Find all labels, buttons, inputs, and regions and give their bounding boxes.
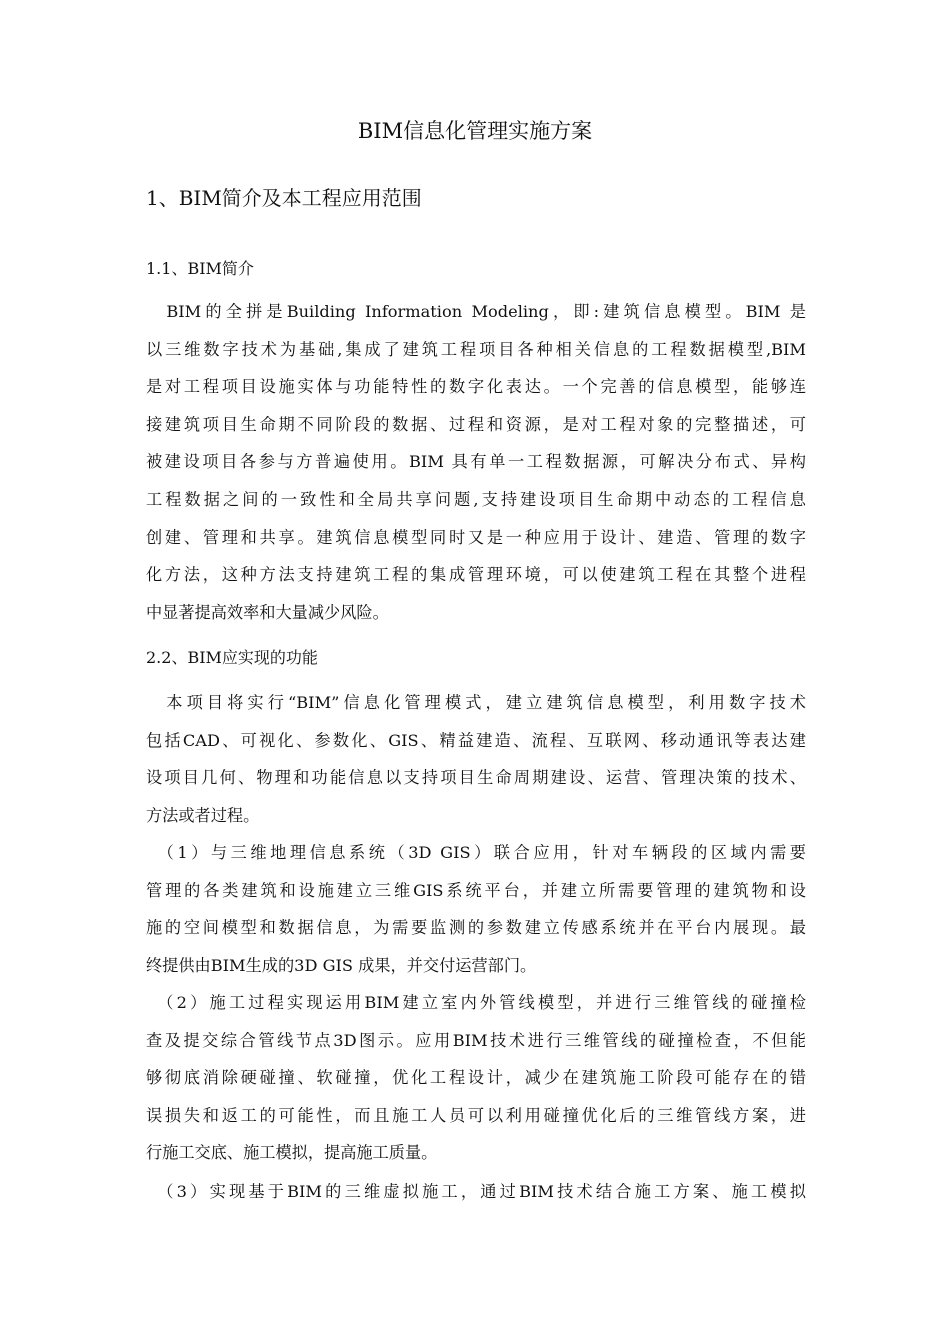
paragraph-line: 方法或者过程。 <box>146 805 260 825</box>
section-heading-bim-intro-scope: 1、BIM简介及本工程应用范围 <box>146 186 422 210</box>
paragraph-item-3-virtual-construction <box>146 1173 806 1211</box>
paragraph-line: 化方法，这种方法支持建筑工程的集成管理环境，可以使建筑工程在其整个进程 <box>146 565 806 585</box>
paragraph-line: 包括CAD、可视化、参数化、GIS、精益建造、流程、互联网、移动通讯等表达建 <box>146 730 806 750</box>
document-title: BIM信息化管理实施方案 <box>357 119 593 143</box>
paragraph-line: 本项目将实行“BIM”信息化管理模式，建立建筑信息模型，利用数字技术 <box>146 693 806 712</box>
paragraph-line: 设项目几何、物理和功能信息以支持项目生命周期建设、运营、管理决策的技术、 <box>146 768 806 788</box>
paragraph-line: 施的空间模型和数据信息，为需要监测的参数建立传感系统并在平台内展现。最 <box>146 918 806 938</box>
paragraph-line: 被建设项目各参与方普遍使用。BIM 具有单一工程数据源，可解决分布式、异构 <box>146 452 806 472</box>
paragraph-item-2-pipeline <box>146 984 806 1172</box>
paragraph-line: 终提供由BIM生成的3D GIS 成果，并交付运营部门。 <box>146 955 537 975</box>
paragraph-line: 以三维数字技术为基础,集成了建筑工程项目各种相关信息的工程数据模型,BIM <box>146 339 806 359</box>
paragraph-line: 管理的各类建筑和设施建立三维GIS系统平台，并建立所需要管理的建筑物和设 <box>146 880 806 900</box>
paragraph-line: （1）与三维地理信息系统（3D GIS）联合应用，针对车辆段的区域内需要 <box>146 843 806 862</box>
paragraph-bim-definition <box>146 293 806 631</box>
paragraph-line: 中显著提高效率和大量减少风险。 <box>146 602 389 622</box>
paragraph-item-1-gis <box>146 834 806 984</box>
paragraph-line: 是对工程项目设施实体与功能特性的数字化表达。一个完善的信息模型，能够连 <box>146 377 806 397</box>
paragraph-project-mode <box>146 684 806 834</box>
paragraph-line: 查及提交综合管线节点3D图示。应用BIM技术进行三维管线的碰撞检查，不但能 <box>146 1030 806 1050</box>
paragraph-line: 行施工交底、施工模拟，提高施工质量。 <box>146 1143 438 1163</box>
paragraph-line: 创建、管理和共享。建筑信息模型同时又是一种应用于设计、建造、管理的数字 <box>146 527 806 547</box>
paragraph-line: 工程数据之间的一致性和全局共享问题,支持建设项目生命期中动态的工程信息 <box>146 489 806 509</box>
subsection-heading-bim-functions: 2.2、BIM应实现的功能 <box>146 648 318 667</box>
paragraph-line: 误损失和返工的可能性，而且施工人员可以利用碰撞优化后的三维管线方案，进 <box>146 1105 806 1125</box>
paragraph-line: BIM的全拼是Building Information Modeling，即:建筑信息模型。BIM 是 <box>146 302 806 321</box>
paragraph-line: （2）施工过程实现运用BIM建立室内外管线模型，并进行三维管线的碰撞检 <box>146 993 806 1012</box>
paragraph-line: 接建筑项目生命期不同阶段的数据、过程和资源，是对工程对象的完整描述，可 <box>146 414 806 434</box>
subsection-heading-bim-intro: 1.1、BIM简介 <box>146 259 254 278</box>
paragraph-line: （3）实现基于BIM的三维虚拟施工，通过BIM技术结合施工方案、施工模拟 <box>146 1182 806 1201</box>
paragraph-line: 够彻底消除硬碰撞、软碰撞，优化工程设计，减少在建筑施工阶段可能存在的错 <box>146 1068 806 1088</box>
